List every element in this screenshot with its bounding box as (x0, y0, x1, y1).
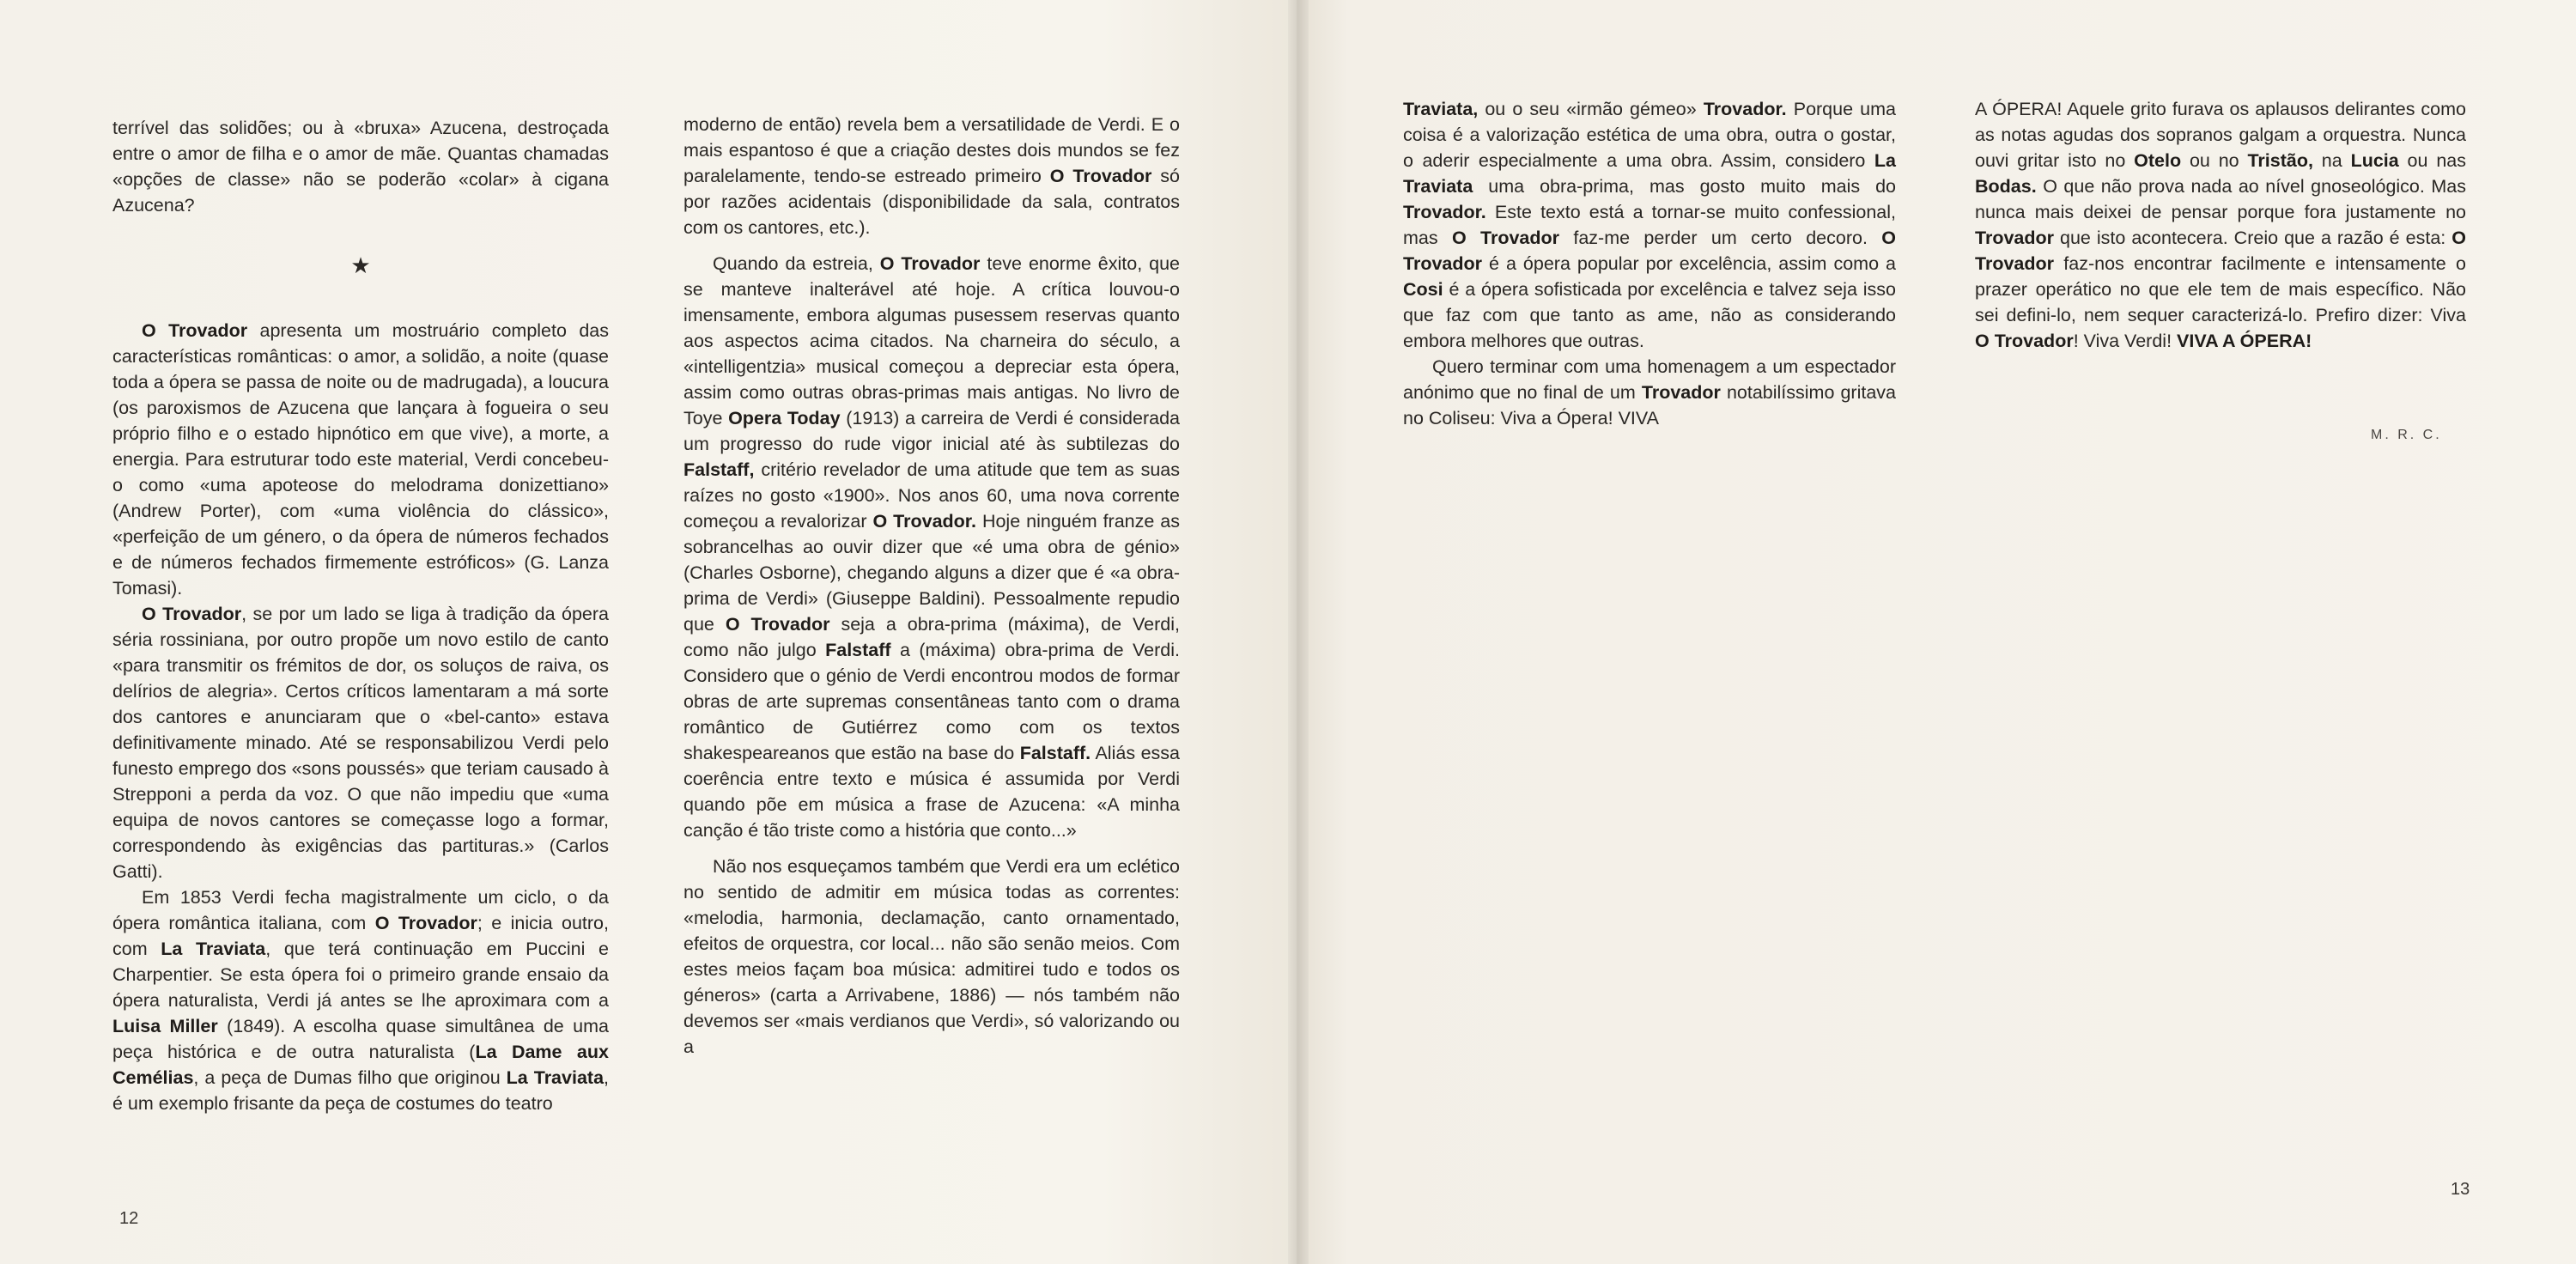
paragraph (683, 251, 1180, 843)
page-number: 13 (2451, 1180, 2470, 1199)
paragraph (683, 112, 1180, 240)
paragraph (112, 884, 609, 1116)
text-run: , a peça de Dumas filho que originou (193, 1067, 507, 1088)
text-run: teve enorme êxito, que se manteve inalterável até hoje. A crítica louvou-o imensamente, embora algumas pusessem reservas quanto aos aspectos acima citados. Na charneira do século, a «intelligentzia» musical começou a depreciar esta ópera, assim como outras obras-primas mais antigas. No livro de Toye (683, 253, 1180, 428)
bold-title: Trovador. (1403, 202, 1486, 222)
bold-title: Trovador. (1703, 99, 1787, 119)
bold-title: VIVA A ÓPERA! (2177, 331, 2312, 351)
text-run: (1913) a carreira de Verdi é considerada um progresso do rude vigor inicial até às subtilezas do (683, 408, 1181, 454)
bold-title: Cosi (1403, 279, 1443, 300)
text-run: faz-nos encontrar facilmente e intensamente o prazer operático no que ele tem de mais específico. Não sei defini-lo, nem sequer caracterizá-lo. Prefiro dizer: Viva (1975, 253, 2466, 325)
left-page-column-1 (112, 115, 609, 1116)
bold-title: O Trovador (1451, 228, 1560, 248)
text-run: é a ópera sofisticada por excelência e talvez seja isso que faz com que tanto as ame, não as considerando embora melhores que outras. (1403, 279, 1896, 351)
bold-title: Trovador (1641, 382, 1721, 403)
text-run: moderno de então) revela bem a versatilidade de Verdi. E o mais espantoso é que a criação destes dois mundos se fez paralelamente, tendo-se estreado primeiro (683, 114, 1180, 186)
bold-title: Falstaff (825, 640, 891, 660)
text-run: ! Viva Verdi! (2073, 331, 2178, 351)
text-run: ; e inicia outro, com (112, 913, 609, 959)
bold-title: O Trovador (725, 614, 830, 635)
paragraph: terrível das solidões; ou à «bruxa» Azucena, destroçada entre o amor de filha e o amor de mãe. Quantas chamadas «opções de classe» não se poderão «colar» à cigana Azucena? (112, 118, 609, 216)
bold-title: Falstaff. (1019, 743, 1091, 763)
bold-title: Opera Today (728, 408, 841, 428)
text-run: , se por um lado se liga à tradição da ópera séria rossiniana, por outro propõe um novo estilo de canto «para transmitir os frémitos de dor, os soluços de raiva, os delírios de alegria». Certos críticos lamentaram a má sorte dos cantores e anunciaram que o «bel-canto» estava definitivamente minado. Até se responsabilizou Verdi pelo funesto emprego dos «sons poussés» que teriam causado à Strepponi a perda da voz. O que não impediu que «uma equipa de novos cantores se começasse logo a formar, correspondendo às exigências das partituras.» (Carlos Gatti). (112, 604, 609, 882)
text-run: Aliás essa coerência entre texto e música é assumida por Verdi quando põe em música a frase de Azucena: «A minha canção é tão triste como a história que conto...» (683, 743, 1180, 841)
text-run: , que terá continuação em Puccini e Charpentier. Se esta ópera foi o primeiro grande ensaio da ópera naturalista, Verdi já antes se lhe aproximara com a (112, 939, 609, 1011)
bold-title: O Trovador (879, 253, 981, 274)
bold-title: Lucia (2350, 150, 2399, 171)
bold-title: Traviata, (1403, 99, 1479, 119)
text-run: critério revelador de uma atitude que tem as suas raízes no gosto «1900». Nos anos 60, uma nova corrente começou a revalorizar (683, 459, 1180, 532)
text-run: Em 1853 Verdi fecha magistralmente um ciclo, o da ópera romântica italiana, com (112, 887, 609, 933)
left-page-column-2 (683, 112, 1180, 1060)
bold-title: Tristão, (2247, 150, 2313, 171)
section-star-divider: ★ (350, 252, 371, 278)
text-run: (1849). A escolha quase simultânea de uma peça histórica e de outra naturalista ( (112, 1016, 609, 1062)
bold-title: La Traviata (161, 939, 266, 959)
bold-title: Luisa Miller (112, 1016, 218, 1036)
bold-title: O Trovador (1975, 228, 2466, 274)
text-run: faz-me perder um certo decoro. (1559, 228, 1882, 248)
paragraph: Não nos esqueçamos também que Verdi era um eclético no sentido de admitir em música todas as correntes: «melodia, harmonia, declamação, canto ornamentado, efeitos de orquestra, cor local... não são senão meios. Com estes meios façam boa música: admitirei tudo e todos os géneros» (carta a Arrivabene, 1886) — nós também não devemos ser «mais verdianos que Verdi», só valorizando ou a (683, 856, 1180, 1057)
bold-title: O Trovador (1403, 228, 1896, 274)
author-signature: M. R. C. (2371, 428, 2442, 442)
text-run: ou nas (2398, 150, 2466, 171)
bold-title: O Trovador (142, 320, 248, 341)
text-run: A ÓPERA! Aquele grito furava os aplausos delirantes como as notas agudas dos sopranos galgam a orquestra. Nunca ouvi gritar isto no (1975, 99, 2466, 171)
text-run: ou no (2181, 150, 2248, 171)
paragraph (112, 318, 609, 601)
text-run: só por razões acidentais (disponibilidade da sala, contratos com os cantores, etc.). (683, 166, 1180, 238)
paragraph (1403, 354, 1896, 431)
text-run: é a ópera popular por excelência, assim como a (1482, 253, 1896, 274)
text-run: uma obra-prima, mas gosto muito mais do (1473, 176, 1896, 197)
text-run: O que não prova nada ao nível gnoseológico. Mas nunca mais deixei de pensar porque fora justamente no (1975, 176, 2466, 222)
text-run: apresenta um mostruário completo das características românticas: o amor, a solidão, a noite (quase toda a ópera se passa de noite ou de madrugada), a loucura (os paroxismos de Azucena que lançara à fogueira o seu próprio filho e o estado hipnótico em que vive), a morte, a energia. Para estruturar todo este material, Verdi concebeu-o como «uma apoteose do melodrama donizettiano» (Andrew Porter), com «uma violência do clássico», «perfeição de um género, o da ópera de números fechados e de números fechados firmemente estróficos» (G. Lanza Tomasi). (112, 320, 609, 599)
text-run: Quero terminar com uma homenagem a um espectador anónimo que no final de um (1403, 356, 1896, 403)
bold-title: O Trovador. (872, 511, 976, 532)
right-page-column-1 (1403, 96, 1896, 431)
text-run: Hoje ninguém franze as sobrancelhas ao ouvir dizer que «é uma obra de génio» (Charles Osborne), chegando alguns a dizer que é «a obra-prima de Verdi» (Giuseppe Baldini). Pessoalmente repudio que (683, 511, 1181, 635)
bold-title: Trovador (1975, 228, 2054, 248)
text-run: notabilíssimo gritava no Coliseu: Viva a Ópera! VIVA (1403, 382, 1897, 428)
bold-title: La Traviata (1403, 150, 1896, 197)
paragraph (1403, 96, 1896, 354)
paragraph (112, 601, 609, 884)
text-run: seja a obra-prima (máxima), de Verdi, como não julgo (683, 614, 1180, 660)
text-run: na (2312, 150, 2351, 171)
bold-title: O Trovador (142, 604, 242, 624)
text-run: a (máxima) obra-prima de Verdi. Considero que o génio de Verdi encontrou modos de formar obras de arte supremas consentâneas tanto com o drama romântico de Gutiérrez como com os textos shakespeareanos que estão na base do (683, 640, 1181, 763)
text-run: ou o seu «irmão gémeo» (1478, 99, 1704, 119)
text-run: Quando da estreia, (713, 253, 880, 274)
bold-title: La Dame aux Cemélias (112, 1042, 609, 1088)
text-run: , é um exemplo frisante da peça de costumes do teatro (112, 1067, 610, 1114)
text-run: Porque uma coisa é a valorização estética de uma obra, outra o gostar, o aderir especialmente a uma obra. Assim, considero (1403, 99, 1896, 171)
bold-title: O Trovador (374, 913, 477, 933)
bold-title: La Traviata (506, 1067, 605, 1088)
right-page-column-2 (1975, 96, 2466, 354)
bold-title: Otelo (2134, 150, 2182, 171)
bold-title: Bodas. (1975, 176, 2037, 197)
bold-title: O Trovador (1975, 331, 2074, 351)
bold-title: Falstaff, (683, 459, 755, 480)
paragraph (1975, 96, 2466, 354)
page-number: 12 (119, 1209, 139, 1228)
book-gutter (1288, 0, 1309, 1264)
text-run: Este texto está a tornar-se muito confessional, mas (1403, 202, 1896, 248)
text-run: que isto acontecera. Creio que a razão é esta: (2054, 228, 2452, 248)
bold-title: O Trovador (1049, 166, 1152, 186)
